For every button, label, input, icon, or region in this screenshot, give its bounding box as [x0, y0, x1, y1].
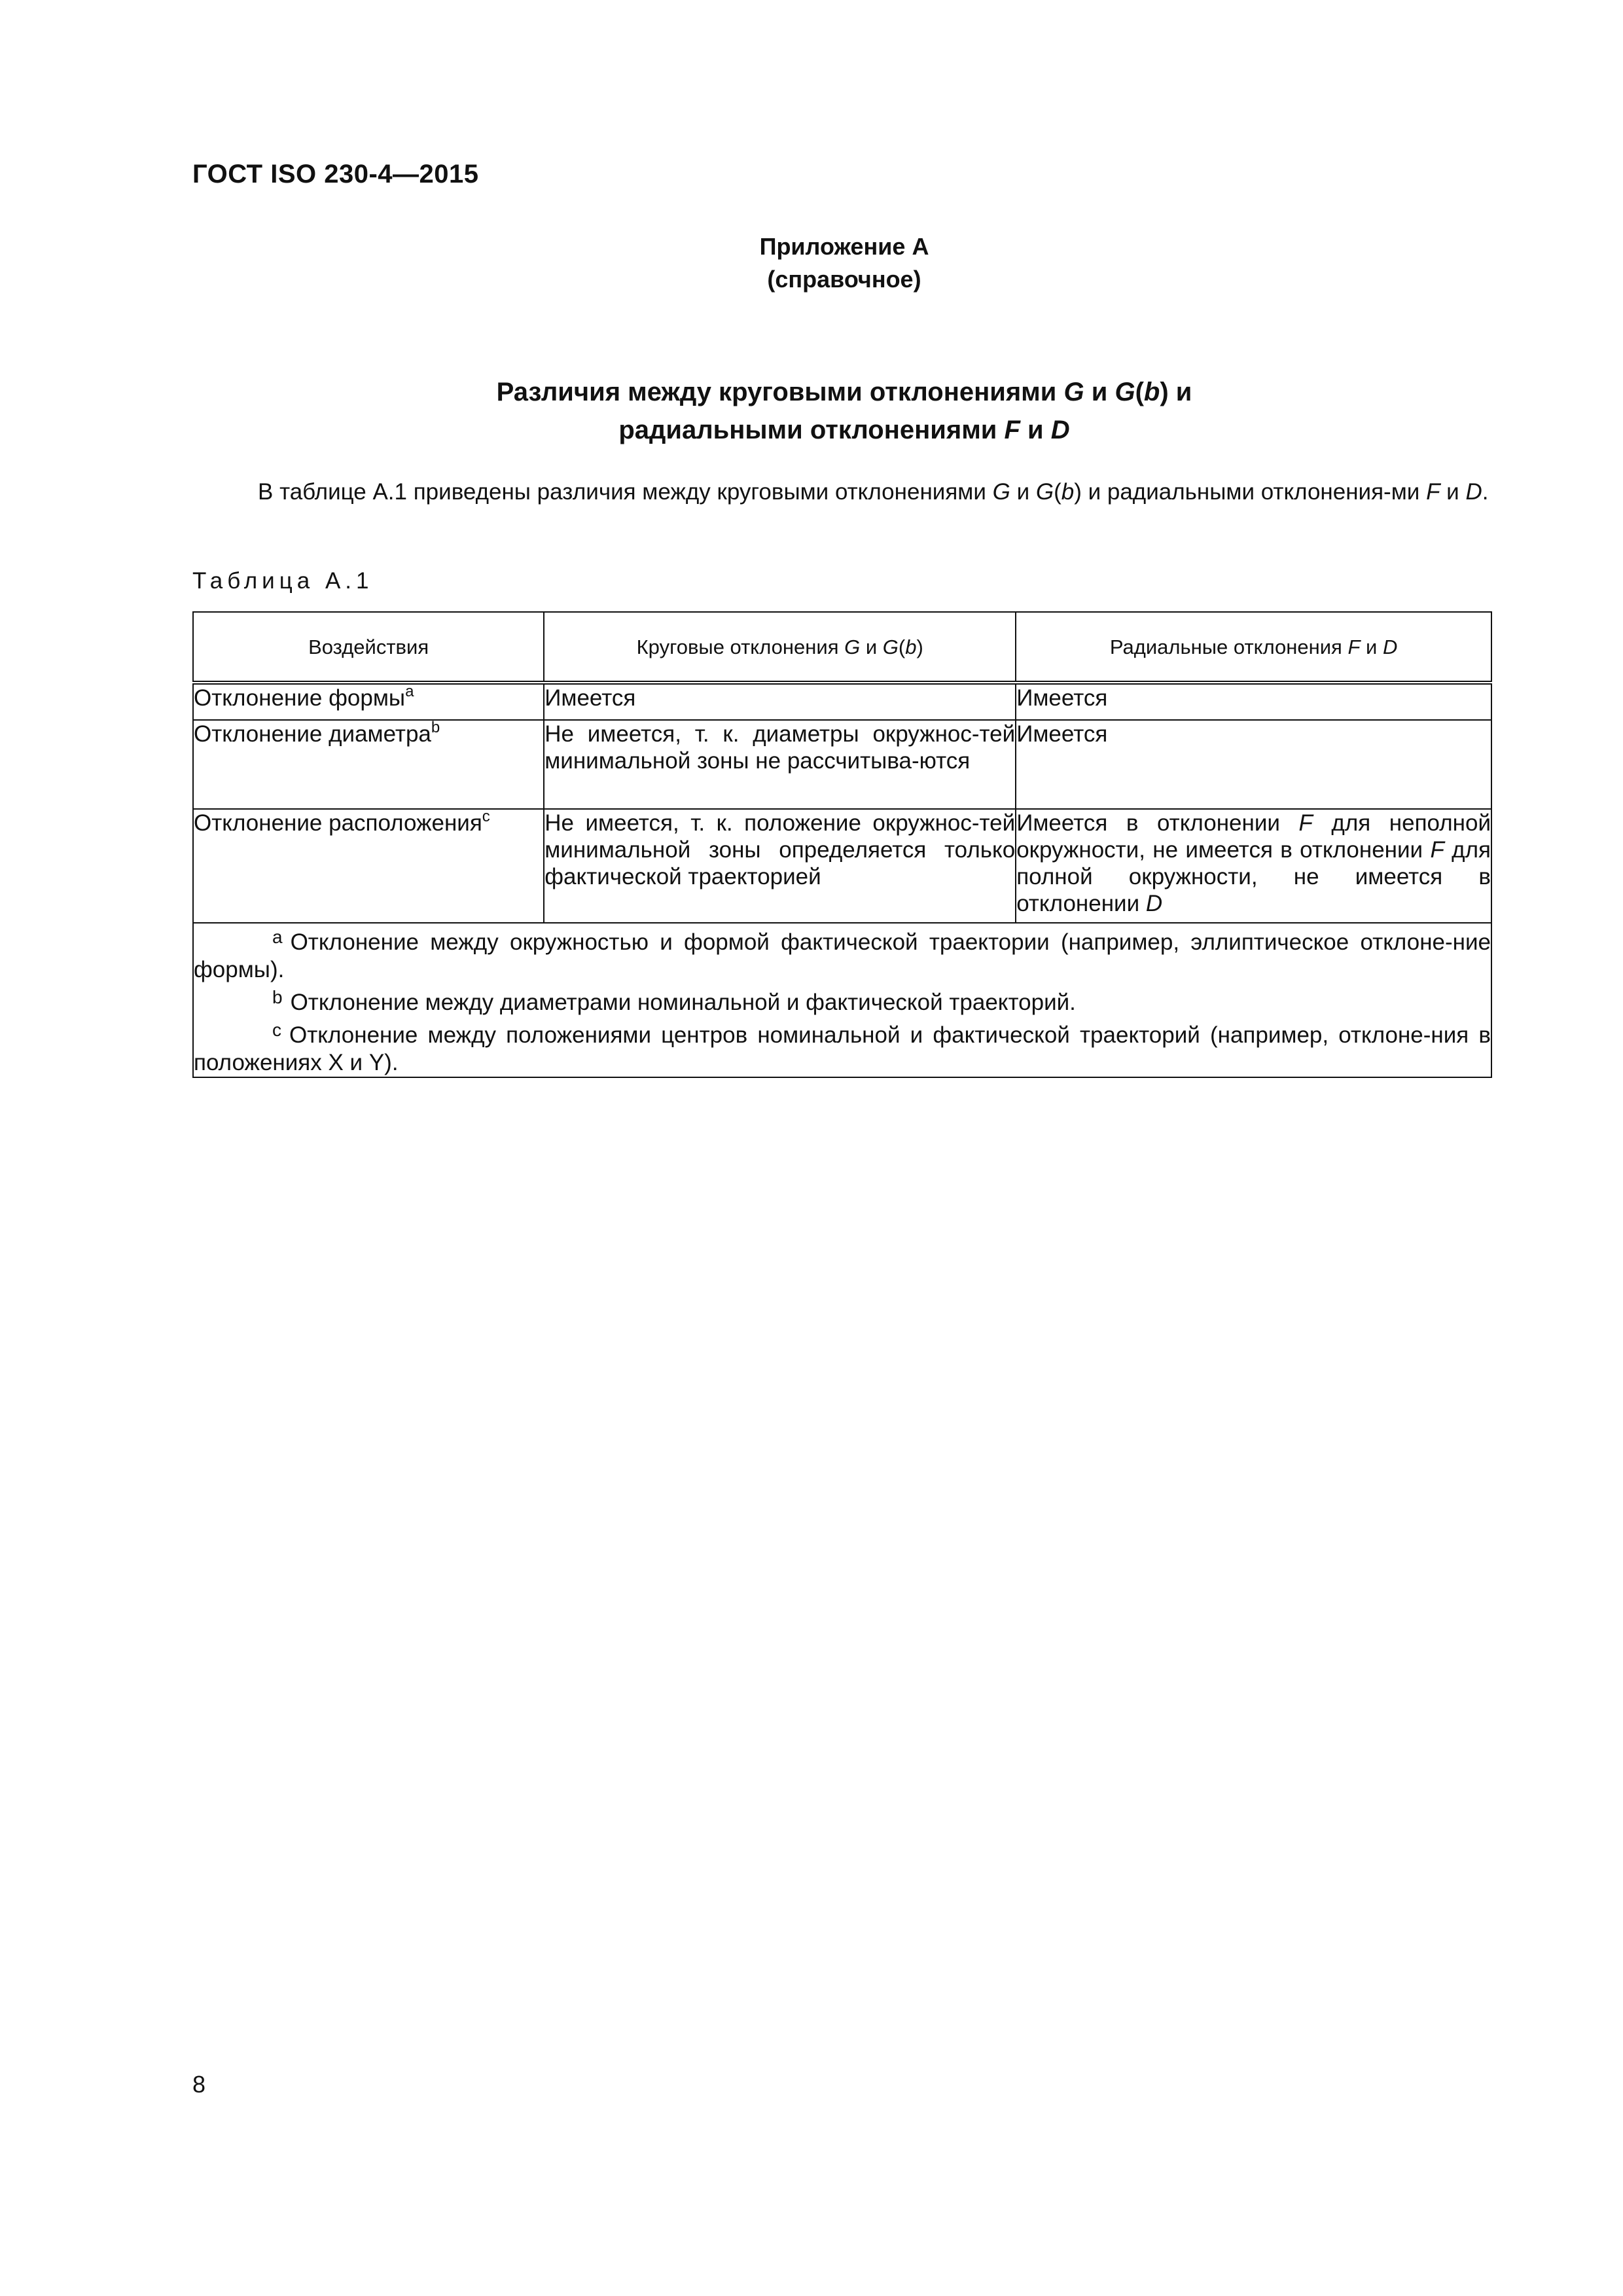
note-text: Отклонение между положениями центров номинальной и фактической траекторий (например, отклоне-ния в положениях X и Y). — [194, 1022, 1491, 1075]
effect-cell — [193, 809, 544, 923]
intro-text: и — [1440, 479, 1466, 505]
intro-symbol-b: b — [1061, 479, 1075, 505]
intro-symbol-G: G — [992, 479, 1010, 505]
title-symbol-D: D — [1050, 416, 1070, 444]
table-note — [194, 984, 1491, 1016]
radial-symbol-F: F — [1430, 837, 1444, 863]
intro-text: и радиальными отклонения-ми — [1081, 479, 1427, 505]
radial-cell — [1016, 809, 1491, 923]
effect-text: Отклонение формы — [194, 685, 406, 711]
header-symbol-F: F — [1347, 635, 1361, 658]
header-symbol-b: b — [905, 635, 917, 658]
section-title — [327, 373, 1361, 449]
circular-cell: Имеется — [544, 683, 1016, 720]
note-mark: a — [272, 927, 283, 947]
radial-cell: Имеется — [1016, 683, 1491, 720]
note-mark: c — [272, 1020, 281, 1040]
header-radial — [1016, 612, 1491, 683]
note-mark: b — [272, 987, 283, 1007]
header-symbol-D: D — [1382, 635, 1398, 658]
section-title-line-2 — [327, 411, 1361, 449]
appendix-heading — [654, 230, 1034, 296]
table-note — [194, 1016, 1491, 1077]
appendix-type: (справочное) — [767, 266, 921, 293]
table-row — [193, 720, 1491, 809]
radial-cell: Имеется — [1016, 720, 1491, 809]
circular-cell: Не имеется, т. к. положение окружнос-тей минимальной зоны определяется только фактической траекторией — [544, 809, 1016, 923]
table-row — [193, 683, 1491, 720]
title-text: Различия между круговыми отклонениями — [496, 378, 1064, 406]
header-text: ) — [916, 635, 923, 658]
intro-text: . — [1482, 479, 1489, 505]
header-circular — [544, 612, 1016, 683]
header-text: Радиальные отклонения — [1109, 635, 1348, 658]
table-notes — [193, 923, 1491, 1077]
header-text: Круговые отклонения — [636, 635, 845, 658]
intro-text: В таблице А.1 приведены различия между круговыми отклонениями — [258, 479, 993, 505]
header-symbol-G: G — [882, 635, 899, 658]
effect-cell — [193, 720, 544, 809]
page-number: 8 — [192, 2071, 206, 2098]
radial-text: для полной окружности, не имеется в отклонении — [1016, 837, 1491, 916]
document-code: ГОСТ ISO 230-4—2015 — [192, 160, 479, 188]
title-text: радиальными отклонениями — [618, 416, 1005, 444]
footnote-mark: c — [482, 808, 490, 825]
radial-text: для неполной окружности, не имеется в отклонении — [1016, 810, 1491, 863]
title-symbol-F: F — [1004, 416, 1020, 444]
effect-text: Отклонение расположения — [194, 810, 482, 836]
note-text: Отклонение между окружностью и формой фактической траектории (например, эллиптическое отклоне-ние формы). — [194, 929, 1491, 982]
footnote-mark: a — [405, 683, 414, 700]
table-label: Таблица А.1 — [192, 568, 374, 594]
effect-text: Отклонение диаметра — [194, 721, 431, 747]
intro-symbol-F: F — [1426, 479, 1440, 505]
title-text: и — [1084, 378, 1115, 406]
radial-text: Имеется в отклонении — [1016, 810, 1299, 836]
intro-text: ) — [1074, 479, 1082, 505]
table-row — [193, 809, 1491, 923]
section-title-line-1 — [327, 373, 1361, 411]
intro-symbol-D: D — [1465, 479, 1482, 505]
title-text: ( — [1135, 378, 1144, 406]
intro-text: и — [1010, 479, 1036, 505]
table-header-row — [193, 612, 1491, 683]
header-symbol-G: G — [844, 635, 861, 658]
intro-text: ( — [1054, 479, 1061, 505]
intro-paragraph — [192, 476, 1492, 507]
appendix-title: Приложение А — [759, 233, 929, 260]
table-notes-row — [193, 923, 1491, 1077]
header-text: и — [860, 635, 883, 658]
table-note — [194, 924, 1491, 984]
header-text: ( — [898, 635, 906, 658]
effect-cell — [193, 683, 544, 720]
comparison-table — [192, 611, 1492, 1078]
title-symbol-G: G — [1115, 378, 1135, 406]
title-symbol-G: G — [1063, 378, 1084, 406]
title-text: ) и — [1160, 378, 1192, 406]
intro-symbol-G: G — [1035, 479, 1054, 505]
radial-symbol-D: D — [1145, 891, 1163, 916]
header-text: и — [1360, 635, 1383, 658]
circular-cell: Не имеется, т. к. диаметры окружнос-тей минимальной зоны не рассчитыва-ются — [544, 720, 1016, 809]
title-symbol-b: b — [1143, 378, 1160, 406]
note-text: Отклонение между диаметрами номинальной и фактической траекторий. — [290, 990, 1076, 1015]
header-effects: Воздействия — [193, 612, 544, 683]
radial-symbol-F: F — [1298, 810, 1313, 836]
footnote-mark: b — [431, 719, 440, 736]
title-text: и — [1020, 416, 1051, 444]
